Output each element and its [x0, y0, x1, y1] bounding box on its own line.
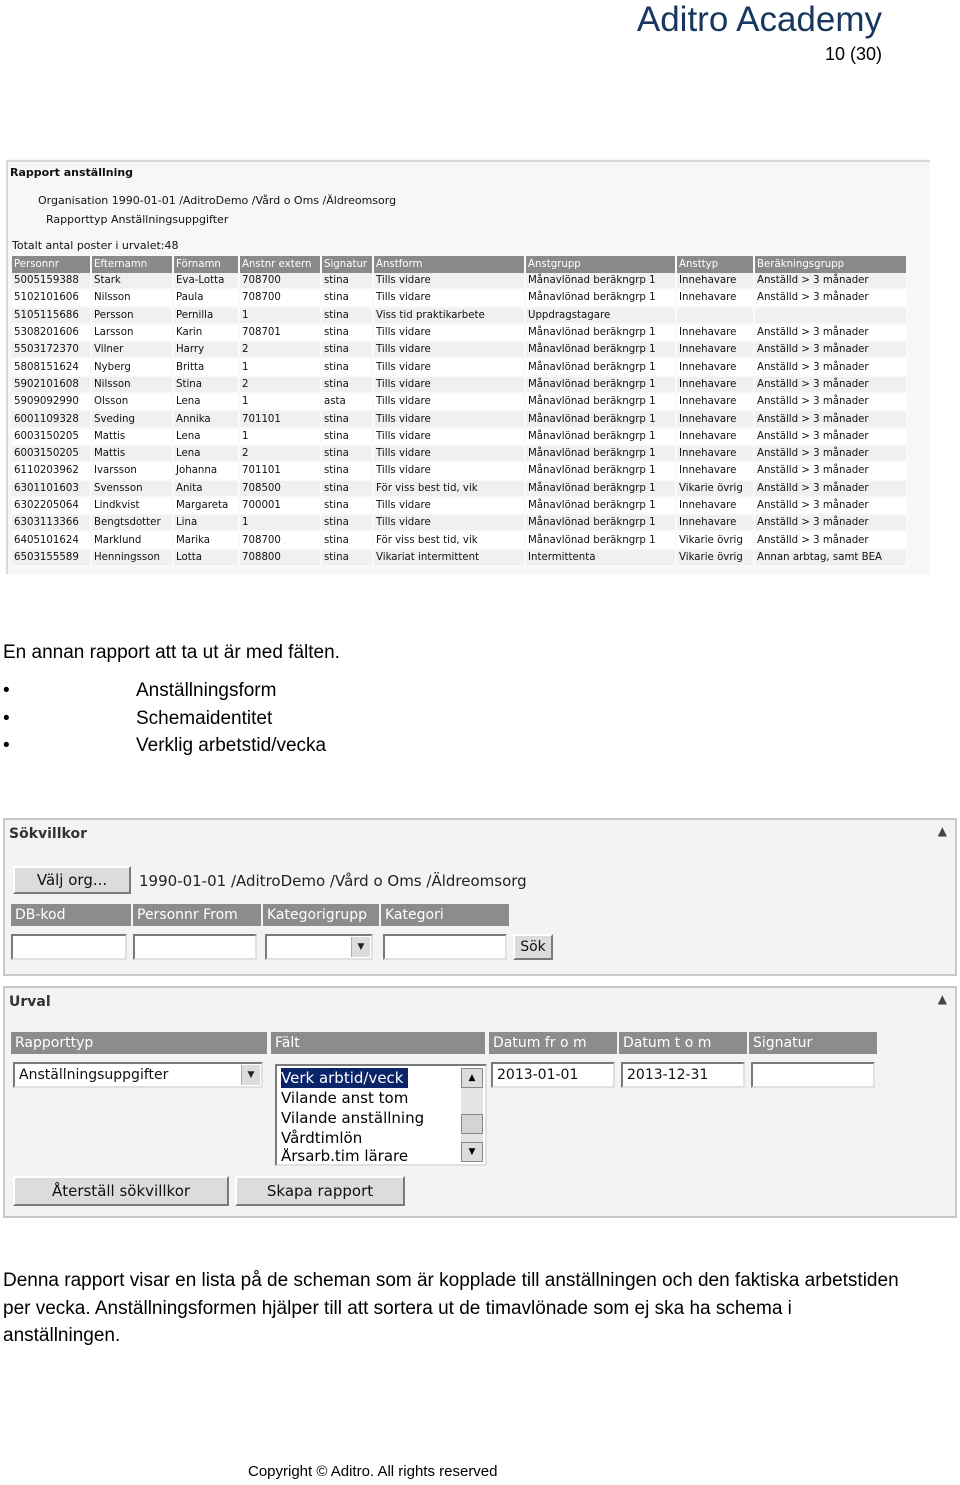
column-header: Efternamn [92, 256, 174, 273]
table-cell: 5308201606 [12, 325, 92, 342]
date-to-label: Datum t o m [619, 1032, 747, 1054]
report-table [12, 256, 908, 567]
search-criteria-panel [3, 818, 957, 976]
table-cell: För viss best tid, vik [374, 481, 526, 498]
bullet-icon: • [3, 680, 10, 701]
table-cell: stina [322, 515, 374, 532]
table-cell: 2 [240, 377, 322, 394]
table-row [12, 377, 908, 394]
table-cell: Innehavare [677, 342, 755, 359]
field-label: Fält [271, 1032, 485, 1054]
table-cell: 708700 [240, 273, 322, 290]
table-cell: 6301101603 [12, 481, 92, 498]
divider [6, 160, 930, 162]
table-cell: 701101 [240, 463, 322, 480]
table-row [12, 446, 908, 463]
table-cell: 5808151624 [12, 359, 92, 376]
column-header: Anstform [374, 256, 526, 273]
table-cell: 1 [240, 394, 322, 411]
table-cell: Anställd > 3 månader [755, 515, 908, 532]
table-cell: asta [322, 394, 374, 411]
create-report-button[interactable]: Skapa rapport [235, 1176, 405, 1206]
db-code-label: DB-kod [11, 904, 131, 926]
table-cell: 700001 [240, 498, 322, 515]
table-cell: Marklund [92, 532, 174, 549]
table-cell: Vilner [92, 342, 174, 359]
table-cell: stina [322, 273, 374, 290]
table-cell: Harry [174, 342, 240, 359]
category-input[interactable] [383, 934, 507, 960]
table-cell: Innehavare [677, 411, 755, 428]
table-cell: Tills vidare [374, 394, 526, 411]
table-cell: Tills vidare [374, 498, 526, 515]
table-cell: Månavlönad beräkngrp 1 [526, 273, 677, 290]
table-row [12, 498, 908, 515]
table-cell: Innehavare [677, 377, 755, 394]
table-cell: Anställd > 3 månader [755, 532, 908, 549]
table-cell: Mattis [92, 446, 174, 463]
table-cell: Månavlönad beräkngrp 1 [526, 411, 677, 428]
table-cell: Månavlönad beräkngrp 1 [526, 498, 677, 515]
table-cell: stina [322, 411, 374, 428]
table-cell: Svensson [92, 481, 174, 498]
table-cell: Tills vidare [374, 359, 526, 376]
table-cell: stina [322, 325, 374, 342]
table-cell: Tills vidare [374, 463, 526, 480]
table-cell: Anställd > 3 månader [755, 359, 908, 376]
table-cell: 6302205064 [12, 498, 92, 515]
table-row [12, 463, 908, 480]
table-cell: Månavlönad beräkngrp 1 [526, 359, 677, 376]
table-row [12, 515, 908, 532]
table-cell: Innehavare [677, 394, 755, 411]
choose-org-button[interactable]: Välj org... [13, 866, 131, 894]
chevron-down-icon[interactable]: ▼ [351, 937, 370, 957]
table-cell: Anställd > 3 månader [755, 429, 908, 446]
collapse-icon[interactable]: ▲ [937, 992, 947, 1006]
table-row [12, 359, 908, 376]
table-cell: 5005159388 [12, 273, 92, 290]
panel-title: Urval [9, 994, 51, 1010]
field-listbox[interactable] [275, 1064, 487, 1166]
table-row [12, 325, 908, 342]
table-cell: stina [322, 446, 374, 463]
table-cell: Vikarie övrig [677, 550, 755, 567]
table-cell: För viss best tid, vik [374, 532, 526, 549]
table-cell: Vikariat intermittent [374, 550, 526, 567]
table-cell: Anställd > 3 månader [755, 342, 908, 359]
table-cell [755, 308, 908, 325]
table-cell: Marika [174, 532, 240, 549]
table-cell: 6003150205 [12, 429, 92, 446]
table-cell: Månavlönad beräkngrp 1 [526, 394, 677, 411]
table-cell: Stina [174, 377, 240, 394]
table-cell: 1 [240, 515, 322, 532]
table-row [12, 342, 908, 359]
report-total: Totalt antal poster i urvalet:48 [12, 239, 179, 252]
brand-title: Aditro Academy [636, 0, 882, 39]
table-cell: Tills vidare [374, 446, 526, 463]
table-cell: Anställd > 3 månader [755, 446, 908, 463]
table-cell: stina [322, 308, 374, 325]
table-cell: Månavlönad beräkngrp 1 [526, 515, 677, 532]
table-cell: Tills vidare [374, 325, 526, 342]
table-cell: stina [322, 532, 374, 549]
table-cell: Anställd > 3 månader [755, 498, 908, 515]
report-organisation: Organisation 1990-01-01 /AditroDemo /Vård o Oms /Äldreomsorg [38, 194, 397, 207]
table-cell: stina [322, 463, 374, 480]
table-cell: 6303113366 [12, 515, 92, 532]
table-cell: Tills vidare [374, 377, 526, 394]
table-cell: stina [322, 377, 374, 394]
table-cell: stina [322, 481, 374, 498]
table-row [12, 411, 908, 428]
table-cell: Tills vidare [374, 273, 526, 290]
table-cell: Stark [92, 273, 174, 290]
table-cell: Lindkvist [92, 498, 174, 515]
table-cell: stina [322, 342, 374, 359]
table-cell: Tills vidare [374, 429, 526, 446]
table-cell: Annan arbtag, samt BEA [755, 550, 908, 567]
table-cell: Nilsson [92, 377, 174, 394]
table-cell: 6110203962 [12, 463, 92, 480]
scroll-down-icon[interactable]: ▼ [461, 1142, 483, 1162]
bullet-icon: • [3, 735, 10, 756]
table-cell: Viss tid praktikarbete [374, 308, 526, 325]
table-row [12, 290, 908, 307]
table-row [12, 394, 908, 411]
table-cell: Lena [174, 394, 240, 411]
table-cell: Paula [174, 290, 240, 307]
date-to-input[interactable]: 2013-12-31 [621, 1062, 745, 1088]
table-cell: Anställd > 3 månader [755, 325, 908, 342]
table-cell: Vikarie övrig [677, 532, 755, 549]
signature-label: Signatur [749, 1032, 877, 1054]
org-path: 1990-01-01 /AditroDemo /Vård o Oms /Äldreomsorg [139, 872, 527, 890]
column-header: Anstgrupp [526, 256, 677, 273]
table-cell: Tills vidare [374, 290, 526, 307]
scroll-up-icon[interactable]: ▲ [461, 1068, 483, 1088]
table-cell: Britta [174, 359, 240, 376]
table-cell: Eva-Lotta [174, 273, 240, 290]
table-cell: Intermittenta [526, 550, 677, 567]
table-cell: 5102101606 [12, 290, 92, 307]
table-header [12, 256, 908, 273]
table-cell: 1 [240, 308, 322, 325]
table-cell: 6003150205 [12, 446, 92, 463]
footer-copyright: Copyright © Aditro. All rights reserved [248, 1463, 498, 1480]
intro-paragraph: En annan rapport att ta ut är med fälten. [3, 642, 340, 663]
table-cell: Anställd > 3 månader [755, 463, 908, 480]
collapse-icon[interactable]: ▲ [937, 824, 947, 838]
table-cell: 5902101608 [12, 377, 92, 394]
column-header: Signatur [322, 256, 374, 273]
page-number: 10 (30) [824, 44, 882, 64]
table-cell [677, 308, 755, 325]
table-cell: Innehavare [677, 290, 755, 307]
category-group-label: Kategorigrupp [263, 904, 379, 926]
table-cell: Uppdragstagare [526, 308, 677, 325]
table-row [12, 550, 908, 567]
table-cell: 708700 [240, 290, 322, 307]
table-cell: Anställd > 3 månader [755, 290, 908, 307]
table-cell: 6001109328 [12, 411, 92, 428]
table-row [12, 532, 908, 549]
table-cell: Sveding [92, 411, 174, 428]
table-cell: Bengtsdotter [92, 515, 174, 532]
table-cell: Månavlönad beräkngrp 1 [526, 290, 677, 307]
signature-input[interactable] [751, 1062, 875, 1088]
table-row [12, 429, 908, 446]
table-row [12, 308, 908, 325]
table-cell: Vikarie övrig [677, 481, 755, 498]
table-cell: Tills vidare [374, 342, 526, 359]
table-cell: stina [322, 290, 374, 307]
table-cell: Månavlönad beräkngrp 1 [526, 325, 677, 342]
bullet-icon: • [3, 707, 10, 729]
table-body [12, 273, 908, 567]
db-code-input[interactable] [11, 934, 127, 960]
table-cell: Månavlönad beräkngrp 1 [526, 342, 677, 359]
table-cell: Månavlönad beräkngrp 1 [526, 446, 677, 463]
table-cell: Månavlönad beräkngrp 1 [526, 377, 677, 394]
column-header: Ansttyp [677, 256, 755, 273]
table-cell: Mattis [92, 429, 174, 446]
report-type: Rapporttyp Anställningsuppgifter [46, 213, 229, 226]
report-screenshot [6, 158, 930, 574]
table-cell: Tills vidare [374, 411, 526, 428]
table-row [12, 481, 908, 498]
table-cell: 2 [240, 446, 322, 463]
selection-panel [3, 986, 957, 1218]
category-label: Kategori [381, 904, 509, 926]
field-option[interactable]: Vilande anst tom [281, 1089, 409, 1107]
table-cell: Annika [174, 411, 240, 428]
table-cell: Månavlönad beräkngrp 1 [526, 532, 677, 549]
report-type-select[interactable] [13, 1062, 263, 1088]
divider [6, 160, 8, 574]
panel-title: Sökvillkor [9, 826, 87, 842]
category-group-select[interactable] [265, 934, 373, 960]
table-cell: 708700 [240, 532, 322, 549]
table-cell: Månavlönad beräkngrp 1 [526, 481, 677, 498]
table-cell: Pernilla [174, 308, 240, 325]
table-cell: Innehavare [677, 429, 755, 446]
table-cell: Nyberg [92, 359, 174, 376]
chevron-down-icon[interactable]: ▼ [241, 1065, 260, 1085]
table-cell: Margareta [174, 498, 240, 515]
column-header: Beräkningsgrupp [755, 256, 908, 273]
report-type-label: Rapporttyp [11, 1032, 267, 1054]
table-cell: Anita [174, 481, 240, 498]
table-cell: 708800 [240, 550, 322, 567]
table-cell: Larsson [92, 325, 174, 342]
table-cell: 701101 [240, 411, 322, 428]
field-option[interactable]: Vårdtimlön [281, 1129, 363, 1147]
table-cell: Lotta [174, 550, 240, 567]
scroll-thumb[interactable] [461, 1114, 483, 1134]
table-cell: Innehavare [677, 463, 755, 480]
table-cell: Henningsson [92, 550, 174, 567]
field-option-selected[interactable]: Verk arbtid/veck [281, 1068, 408, 1088]
table-cell: Innehavare [677, 515, 755, 532]
column-header: Anstnr extern [240, 256, 322, 273]
search-button[interactable]: Sök [513, 934, 553, 960]
table-cell: 5105115686 [12, 308, 92, 325]
table-cell: Lena [174, 446, 240, 463]
table-cell: 6405101624 [12, 532, 92, 549]
table-cell: Tills vidare [374, 515, 526, 532]
reset-criteria-button[interactable]: Återställ sökvillkor [13, 1176, 229, 1206]
column-header: Personnr [12, 256, 92, 273]
table-cell: Innehavare [677, 325, 755, 342]
table-cell: 5503172370 [12, 342, 92, 359]
table-cell: Johanna [174, 463, 240, 480]
table-cell: Anställd > 3 månader [755, 394, 908, 411]
table-cell: Anställd > 3 månader [755, 273, 908, 290]
personnr-from-input[interactable] [133, 934, 257, 960]
date-from-label: Datum fr o m [489, 1032, 617, 1054]
table-cell: Nilsson [92, 290, 174, 307]
table-cell: 2 [240, 342, 322, 359]
table-cell: Innehavare [677, 273, 755, 290]
table-cell: Månavlönad beräkngrp 1 [526, 463, 677, 480]
report-title: Rapport anställning [10, 166, 134, 179]
table-cell: Ivarsson [92, 463, 174, 480]
table-cell: 708701 [240, 325, 322, 342]
table-cell: Anställd > 3 månader [755, 377, 908, 394]
field-option[interactable]: Årsarb.tim lärare [281, 1148, 409, 1162]
column-header: Förnamn [174, 256, 240, 273]
table-cell: 6503155589 [12, 550, 92, 567]
table-cell: Lina [174, 515, 240, 532]
table-row [12, 273, 908, 290]
table-cell: 1 [240, 359, 322, 376]
table-cell: Karin [174, 325, 240, 342]
table-cell: Innehavare [677, 446, 755, 463]
personnr-from-label: Personnr From [133, 904, 261, 926]
table-cell: Innehavare [677, 359, 755, 376]
table-cell: stina [322, 429, 374, 446]
table-cell: stina [322, 359, 374, 376]
table-cell: 708500 [240, 481, 322, 498]
table-cell: Innehavare [677, 498, 755, 515]
table-cell: Lena [174, 429, 240, 446]
field-option[interactable]: Vilande anställning [281, 1109, 425, 1127]
table-cell: 5909092990 [12, 394, 92, 411]
listbox-scrollbar[interactable] [461, 1068, 483, 1162]
date-from-input[interactable]: 2013-01-01 [491, 1062, 615, 1088]
table-cell: Anställd > 3 månader [755, 481, 908, 498]
table-cell: Olsson [92, 394, 174, 411]
table-cell: stina [322, 550, 374, 567]
table-cell: Månavlönad beräkngrp 1 [526, 429, 677, 446]
report-type-value: Anställningsuppgifter [19, 1067, 169, 1083]
table-cell: stina [322, 498, 374, 515]
description-paragraph: Denna rapport visar en lista på de scheman som är kopplade till anställningen och den faktiska arbetstiden per vecka. Anställningsformen hjälper till att sortera ut de timavlönade som ej ska ha schema i anställningen. [3, 1270, 899, 1346]
table-cell: Anställd > 3 månader [755, 411, 908, 428]
table-cell: 1 [240, 429, 322, 446]
table-cell: Persson [92, 308, 174, 325]
